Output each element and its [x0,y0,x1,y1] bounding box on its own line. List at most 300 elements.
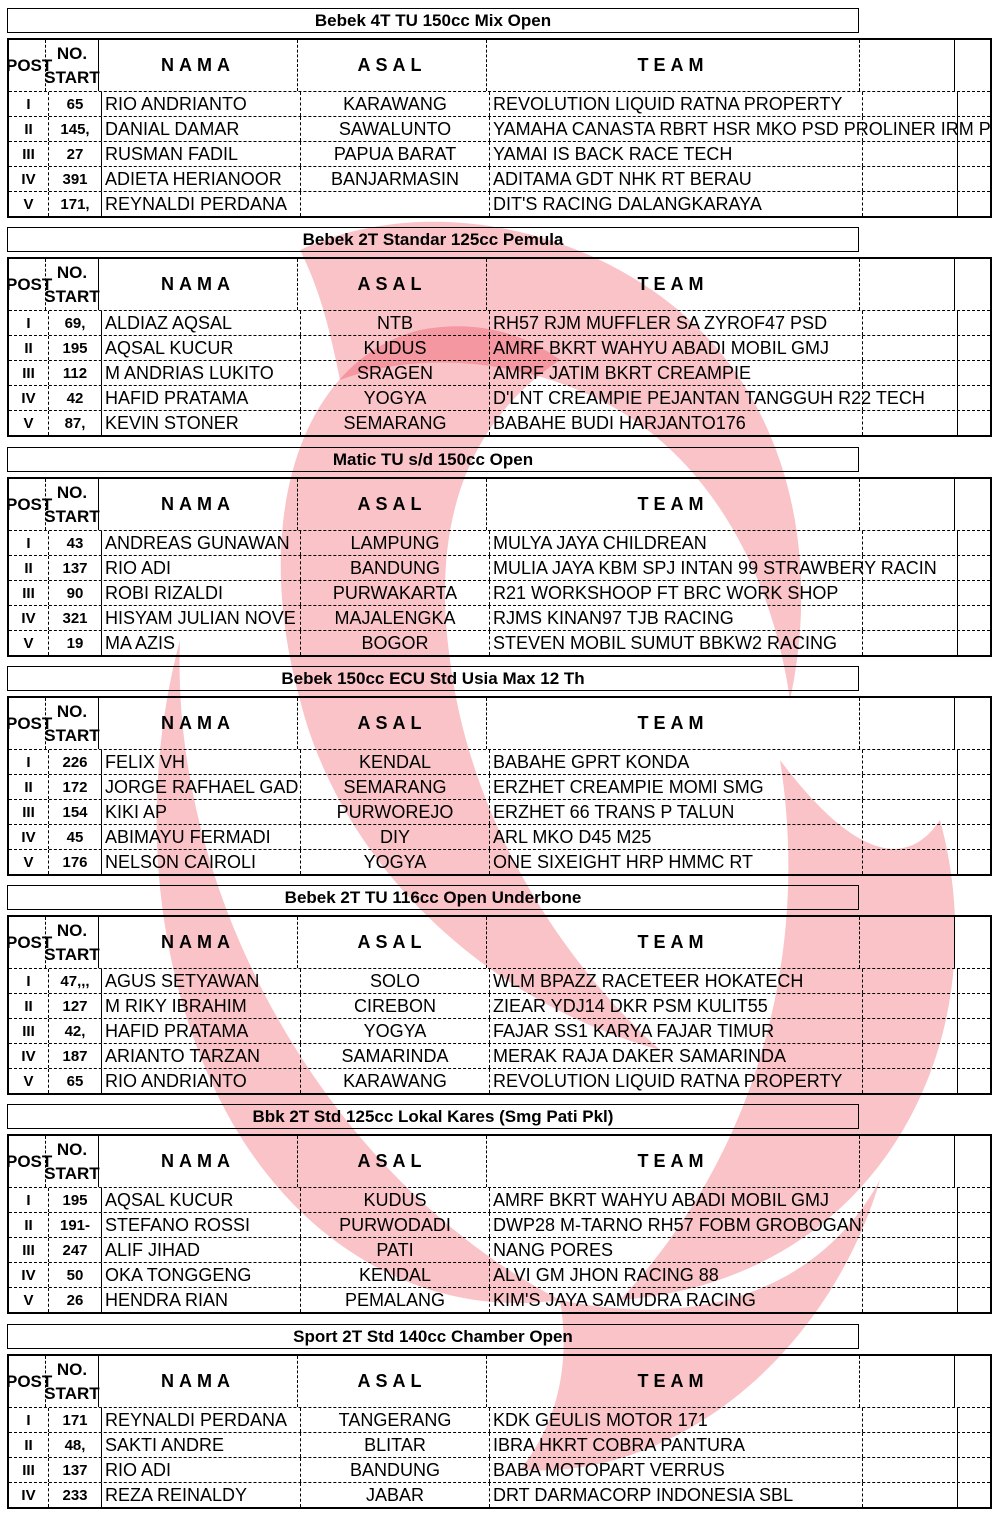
empty-cell [862,1069,957,1093]
empty-cell [862,994,957,1018]
table-row [9,91,990,116]
team-name: STEVEN MOBIL SUMUT BBKW2 RACING [493,632,838,653]
origin-cell: DIY [300,825,489,849]
start-number-cell: 19 [48,631,101,655]
results-table [7,1134,992,1314]
header-asal: ASAL [297,917,486,968]
empty-cell [957,750,990,774]
rider-name-cell: M RIKY IBRAHIM [101,994,300,1018]
rider-name-cell: ALIF JIHAD [101,1238,300,1262]
origin-cell: SEMARANG [300,775,489,799]
team-cell [489,1408,862,1432]
start-number-cell: 171, [48,192,101,216]
header-asal: ASAL [297,259,486,310]
team-cell [489,1458,862,1482]
empty-cell [862,1188,957,1212]
empty-cell [957,1188,990,1212]
header-team: TEAM [486,917,859,968]
origin-cell: MAJALENGKA [300,606,489,630]
position-cell: II [24,559,33,577]
start-number-cell: 171 [48,1408,101,1432]
empty-cell [957,531,990,555]
header-empty [954,917,987,968]
team-name: FAJAR SS1 KARYA FAJAR TIMUR [493,1020,775,1041]
empty-cell [862,1263,957,1287]
results-table [7,38,992,218]
header-no-line1: NO. [56,262,88,282]
position-cell: II [24,339,33,357]
origin-cell: BOGOR [300,631,489,655]
empty-cell [957,581,990,605]
rider-name-cell: SAKTI ANDRE [101,1433,300,1457]
team-name: MULIA JAYA KBM SPJ INTAN 99 STRAWBERY RACIN [493,557,937,578]
start-number-cell: 195 [48,1188,101,1212]
rider-name-cell: MA AZIS [101,631,300,655]
empty-cell [957,1483,990,1507]
table-row [9,335,990,360]
section-title: Bebek 150cc ECU Std Usia Max 12 Th [7,666,859,691]
empty-cell [862,1458,957,1482]
team-cell [489,994,862,1018]
empty-cell [862,1408,957,1432]
results-table [7,1354,992,1509]
team-cell [489,800,862,824]
team-cell [489,775,862,799]
team-name: ERZHET CREAMPIE MOMI SMG [493,776,764,797]
origin-cell: LAMPUNG [300,531,489,555]
position-cell: I [26,534,31,552]
empty-cell [957,850,990,874]
position-cell: IV [21,1266,36,1284]
position-cell: V [23,634,34,652]
rider-name-cell: RUSMAN FADIL [101,142,300,166]
rider-name-cell: HAFID PRATAMA [101,1019,300,1043]
start-number-cell: 42 [48,386,101,410]
table-header [6,1136,990,1187]
rider-name-cell: REYNALDI PERDANA [101,1408,300,1432]
empty-cell [957,994,990,1018]
origin-cell: TANGERANG [300,1408,489,1432]
origin-cell: BLITAR [300,1433,489,1457]
rider-name-cell: KIKI AP [101,800,300,824]
origin-cell: BANDUNG [300,556,489,580]
start-number-cell: 47,,, [48,969,101,993]
empty-cell [862,167,957,191]
header-empty [954,698,987,749]
empty-cell [957,311,990,335]
start-number-cell: 48, [48,1433,101,1457]
rider-name-cell: REZA REINALDY [101,1483,300,1507]
position-cell: II [24,778,33,796]
team-cell [489,581,862,605]
team-cell [489,750,862,774]
empty-cell [957,1433,990,1457]
team-name: WLM BPAZZ RACETEER HOKATECH [493,970,804,991]
empty-cell [862,411,957,435]
start-number-cell: 195 [48,336,101,360]
origin-cell: SOLO [300,969,489,993]
header-empty [859,40,954,91]
team-cell [489,1044,862,1068]
position-cell: IV [21,828,36,846]
rider-name-cell: RIO ADI [101,556,300,580]
header-nama: NAMA [98,698,297,749]
header-no-start [45,40,98,91]
team-cell [489,386,925,410]
rider-name-cell: AGUS SETYAWAN [101,969,300,993]
position-cell: I [26,753,31,771]
position-cell: III [22,364,35,382]
team-cell [489,1263,862,1287]
table-row [9,824,990,849]
team-cell [489,1069,862,1093]
table-row [9,166,990,191]
empty-cell [862,775,957,799]
table-row [9,555,990,580]
table-row [9,1018,990,1043]
team-name: D'LNT CREAMPIE PEJANTAN TANGGUH R22 TECH [493,387,925,408]
origin-cell: PURWAKARTA [300,581,489,605]
header-empty [954,1136,987,1187]
team-cell [489,336,862,360]
team-cell [489,1483,862,1507]
rider-name-cell: ROBI RIZALDI [101,581,300,605]
header-empty [859,259,954,310]
origin-cell: JABAR [300,1483,489,1507]
origin-cell: SAWALUNTO [300,117,489,141]
empty-cell [862,142,957,166]
start-number-cell: 247 [48,1238,101,1262]
header-pos: POST [6,274,53,294]
empty-cell [862,531,957,555]
empty-cell [957,1044,990,1068]
header-empty [859,698,954,749]
header-asal: ASAL [297,1356,486,1407]
rider-name-cell: AQSAL KUCUR [101,1188,300,1212]
start-number-cell: 172 [48,775,101,799]
table-row [9,774,990,799]
team-name: BABA MOTOPART VERRUS [493,1459,725,1480]
table-header [6,40,990,91]
start-number-cell: 154 [48,800,101,824]
table-header [6,259,990,310]
header-nama: NAMA [98,259,297,310]
origin-cell: YOGYA [300,1019,489,1043]
rider-name-cell: FELIX VH [101,750,300,774]
start-number-cell: 233 [48,1483,101,1507]
header-no-line2: START [44,286,100,306]
table-row [9,1287,990,1312]
team-name: AMRF BKRT WAHYU ABADI MOBIL GMJ [493,1189,830,1210]
header-no-line2: START [44,1163,100,1183]
position-cell: V [23,1072,34,1090]
empty-cell [957,1408,990,1432]
header-no-line2: START [44,1383,100,1403]
empty-cell [957,336,990,360]
team-cell [489,1213,862,1237]
results-table [7,696,992,876]
table-row [9,1482,990,1507]
empty-cell [862,1483,957,1507]
start-number-cell: 65 [48,92,101,116]
origin-cell: KARAWANG [300,92,489,116]
header-no-line2: START [44,67,100,87]
empty-cell [957,606,990,630]
empty-cell [862,750,957,774]
table-header [6,698,990,749]
rider-name-cell: OKA TONGGENG [101,1263,300,1287]
empty-cell [862,336,957,360]
start-number-cell: 65 [48,1069,101,1093]
table-row [9,1457,990,1482]
header-no-line1: NO. [56,920,88,940]
start-number-cell: 69, [48,311,101,335]
header-pos: POST [6,932,53,952]
team-name: NANG PORES [493,1239,614,1260]
origin-cell: SAMARINDA [300,1044,489,1068]
table-header [6,1356,990,1407]
team-name: AMRF JATIM BKRT CREAMPIE [493,362,752,383]
position-cell: IV [21,170,36,188]
empty-cell [957,969,990,993]
team-name: BABAHE BUDI HARJANTO176 [493,412,746,433]
team-cell [489,1019,862,1043]
empty-cell [957,167,990,191]
empty-cell [957,775,990,799]
header-no-line1: NO. [56,43,88,63]
team-name: ERZHET 66 TRANS P TALUN [493,801,735,822]
start-number-cell: 127 [48,994,101,1018]
rider-name-cell: ALDIAZ AQSAL [101,311,300,335]
team-name: MULYA JAYA CHILDREAN [493,532,707,553]
empty-cell [862,969,957,993]
team-cell [489,556,937,580]
rider-name-cell: ANDREAS GUNAWAN [101,531,300,555]
header-pos: POST [6,713,53,733]
table-row [9,993,990,1018]
header-empty [954,40,987,91]
position-cell: III [22,803,35,821]
empty-cell [862,311,957,335]
table-header [6,479,990,530]
origin-cell: KARAWANG [300,1069,489,1093]
team-name: ZIEAR YDJ14 DKR PSM KULIT55 [493,995,768,1016]
header-no-start [45,917,98,968]
header-no-line2: START [44,944,100,964]
origin-cell: KUDUS [300,336,489,360]
origin-cell: PATI [300,1238,489,1262]
empty-cell [862,192,957,216]
empty-cell [862,1213,957,1237]
position-cell: IV [21,1486,36,1504]
origin-cell: PAPUA BARAT [300,142,489,166]
empty-cell [862,1044,957,1068]
section-title: Bebek 4T TU 150cc Mix Open [7,8,859,33]
rider-name-cell: RIO ADI [101,1458,300,1482]
team-cell [489,411,862,435]
header-nama: NAMA [98,40,297,91]
header-no-start [45,698,98,749]
position-cell: V [23,414,34,432]
header-team: TEAM [486,40,859,91]
header-empty [954,259,987,310]
start-number-cell: 137 [48,1458,101,1482]
header-asal: ASAL [297,698,486,749]
header-no-start [45,479,98,530]
rider-name-cell: AQSAL KUCUR [101,336,300,360]
header-team: TEAM [486,1356,859,1407]
header-no-line1: NO. [56,1359,88,1379]
header-team: TEAM [486,479,859,530]
header-empty [859,479,954,530]
table-row [9,1068,990,1093]
position-cell: IV [21,389,36,407]
table-row [9,799,990,824]
start-number-cell: 26 [48,1288,101,1312]
header-pos: POST [6,1371,53,1391]
table-row [9,1187,990,1212]
table-row [9,530,990,555]
position-cell: III [22,584,35,602]
header-no-line1: NO. [56,482,88,502]
start-number-cell: 187 [48,1044,101,1068]
header-no-line2: START [44,725,100,745]
empty-cell [862,631,957,655]
origin-cell: PURWOREJO [300,800,489,824]
team-cell [489,531,862,555]
header-no-line1: NO. [56,701,88,721]
team-cell [489,1433,862,1457]
team-name: ONE SIXEIGHT HRP HMMC RT [493,851,754,872]
table-row [9,749,990,774]
position-cell: I [26,1411,31,1429]
section-title: Sport 2T Std 140cc Chamber Open [7,1324,859,1349]
start-number-cell: 43 [48,531,101,555]
team-name: RJMS KINAN97 TJB RACING [493,607,734,628]
team-cell [489,850,862,874]
empty-cell [862,1019,957,1043]
team-cell [489,142,862,166]
team-name: ALVI GM JHON RACING 88 [493,1264,719,1285]
empty-cell [957,192,990,216]
empty-cell [862,606,957,630]
header-team: TEAM [486,698,859,749]
rider-name-cell: DANIAL DAMAR [101,117,300,141]
empty-cell [862,361,957,385]
table-row [9,410,990,435]
rider-name-cell: STEFANO ROSSI [101,1213,300,1237]
rider-name-cell: HISYAM JULIAN NOVE [101,606,300,630]
empty-cell [957,92,990,116]
start-number-cell: 176 [48,850,101,874]
rider-name-cell: ADIETA HERIANOOR [101,167,300,191]
empty-cell [957,1263,990,1287]
header-nama: NAMA [98,1136,297,1187]
team-name: AMRF BKRT WAHYU ABADI MOBIL GMJ [493,337,830,358]
position-cell: III [22,145,35,163]
position-cell: IV [21,1047,36,1065]
section-title: Bebek 2T TU 116cc Open Underbone [7,885,859,910]
table-row [9,116,990,141]
team-name: ADITAMA GDT NHK RT BERAU [493,168,752,189]
empty-cell [862,92,957,116]
start-number-cell: 321 [48,606,101,630]
table-header [6,917,990,968]
results-table [7,257,992,437]
empty-cell [957,556,990,580]
table-row [9,1237,990,1262]
position-cell: III [22,1022,35,1040]
origin-cell [300,192,489,216]
header-asal: ASAL [297,479,486,530]
rider-name-cell: ARIANTO TARZAN [101,1044,300,1068]
origin-cell: KENDAL [300,750,489,774]
rider-name-cell: NELSON CAIROLI [101,850,300,874]
position-cell: V [23,195,34,213]
header-team: TEAM [486,259,859,310]
team-name: ARL MKO D45 M25 [493,826,652,847]
team-cell [489,311,862,335]
origin-cell: NTB [300,311,489,335]
team-cell [489,1188,862,1212]
table-row [9,1043,990,1068]
table-row [9,385,990,410]
table-row [9,580,990,605]
empty-cell [862,1288,957,1312]
table-row [9,849,990,874]
header-no-start [45,259,98,310]
team-cell [489,1288,862,1312]
team-name: REVOLUTION LIQUID RATNA PROPERTY [493,93,843,114]
start-number-cell: 42, [48,1019,101,1043]
table-row [9,605,990,630]
header-nama: NAMA [98,917,297,968]
header-no-start [45,1356,98,1407]
rider-name-cell: HAFID PRATAMA [101,386,300,410]
empty-cell [957,1019,990,1043]
header-no-line1: NO. [56,1139,88,1159]
header-nama: NAMA [98,479,297,530]
origin-cell: KENDAL [300,1263,489,1287]
empty-cell [957,825,990,849]
position-cell: I [26,972,31,990]
start-number-cell: 90 [48,581,101,605]
table-row [9,1432,990,1457]
rider-name-cell: M ANDRIAS LUKITO [101,361,300,385]
origin-cell: YOGYA [300,850,489,874]
start-number-cell: 87, [48,411,101,435]
team-name: YAMAI IS BACK RACE TECH [493,143,733,164]
table-row [9,1212,990,1237]
team-cell [489,631,862,655]
section-title: Matic TU s/d 150cc Open [7,447,859,472]
empty-cell [957,361,990,385]
origin-cell: PURWODADI [300,1213,489,1237]
empty-cell [957,1238,990,1262]
position-cell: II [24,1436,33,1454]
table-row [9,191,990,216]
header-team: TEAM [486,1136,859,1187]
origin-cell: CIREBON [300,994,489,1018]
rider-name-cell: RIO ANDRIANTO [101,1069,300,1093]
team-cell [489,1238,862,1262]
team-cell [489,192,862,216]
results-table [7,477,992,657]
position-cell: II [24,120,33,138]
team-cell [489,92,862,116]
start-number-cell: 145, [48,117,101,141]
table-row [9,360,990,385]
